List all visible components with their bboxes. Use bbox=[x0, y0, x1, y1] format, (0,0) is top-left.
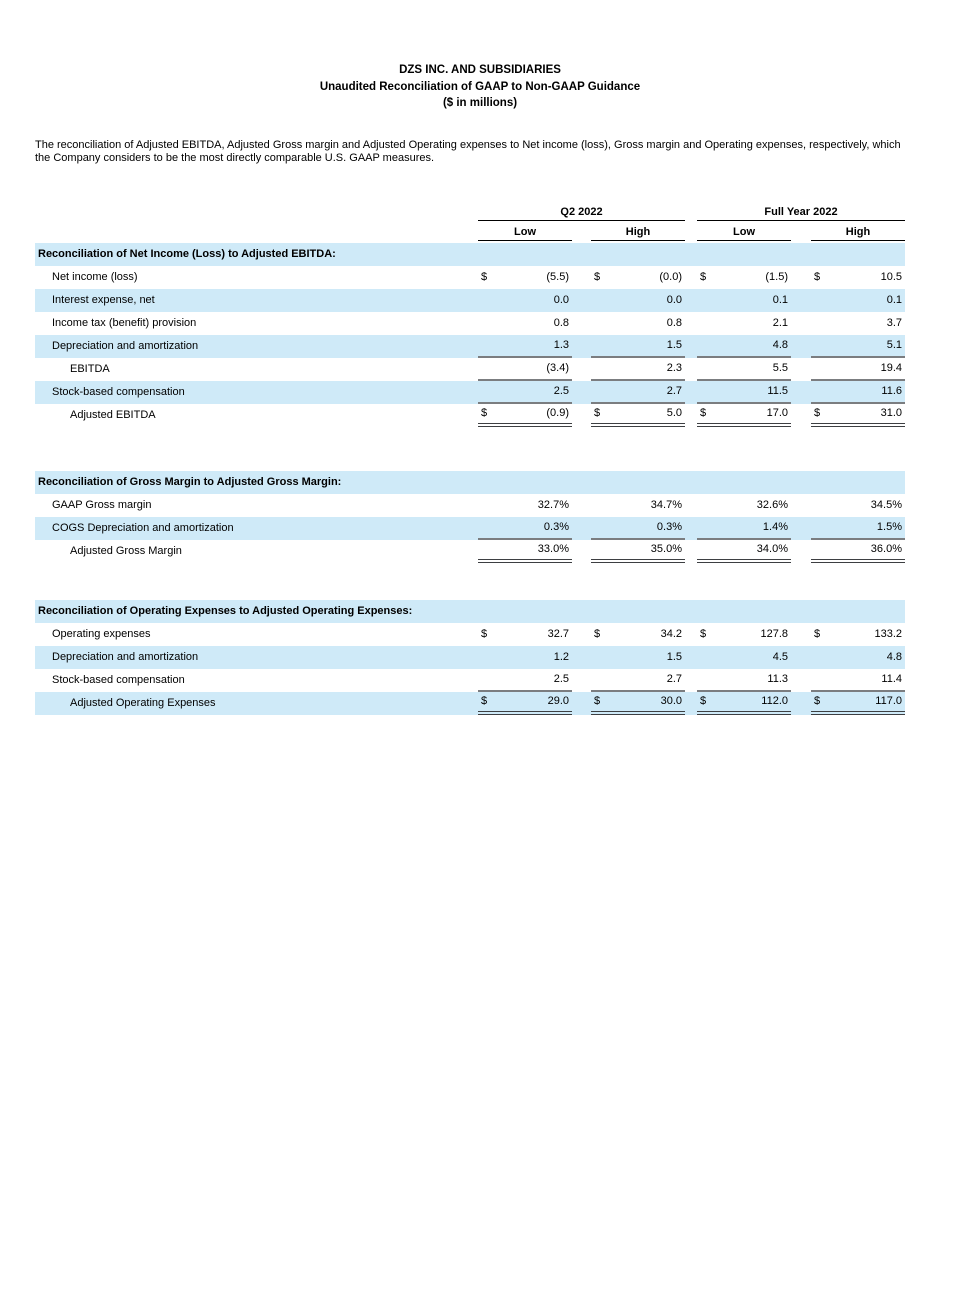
row-label: Income tax (benefit) provision bbox=[52, 317, 197, 329]
column-group-q2-2022: Q2 2022 bbox=[478, 206, 685, 221]
cell-value: 0.8 bbox=[553, 317, 569, 329]
cell-value: 30.0 bbox=[660, 695, 682, 707]
row-label: Net income (loss) bbox=[52, 271, 138, 283]
cell bbox=[811, 312, 905, 335]
cell bbox=[478, 540, 572, 563]
cell-value: 0.0 bbox=[666, 294, 682, 306]
row-label: Stock-based compensation bbox=[52, 674, 185, 686]
section-title: Reconciliation of Gross Margin to Adjusted Gross Margin: bbox=[38, 475, 342, 488]
cell bbox=[697, 494, 791, 517]
cell-value: 4.8 bbox=[886, 651, 902, 663]
units-note: ($ in millions) bbox=[442, 97, 518, 109]
cell bbox=[697, 517, 791, 540]
cell bbox=[591, 540, 685, 563]
cell-value: 3.7 bbox=[886, 317, 902, 329]
cell bbox=[478, 669, 572, 692]
cell-value: 127.8 bbox=[760, 628, 788, 640]
cell bbox=[478, 266, 572, 289]
cell-value: 19.4 bbox=[880, 362, 902, 374]
cell bbox=[697, 266, 791, 289]
cell-value: 2.7 bbox=[666, 385, 682, 397]
cell bbox=[591, 358, 685, 381]
cell-value: 2.5 bbox=[553, 673, 569, 685]
cell bbox=[811, 404, 905, 427]
cell bbox=[591, 494, 685, 517]
cell-value: 0.1 bbox=[886, 294, 902, 306]
cell bbox=[697, 358, 791, 381]
currency-symbol: $ bbox=[594, 695, 601, 707]
cell bbox=[591, 517, 685, 540]
cell bbox=[811, 623, 905, 646]
cell-value: 34.7% bbox=[650, 499, 682, 511]
cell bbox=[697, 540, 791, 563]
cell-value: (3.4) bbox=[546, 362, 569, 374]
cell bbox=[697, 404, 791, 427]
column-q2-high: High bbox=[591, 222, 685, 241]
cell bbox=[478, 335, 572, 358]
cell bbox=[591, 669, 685, 692]
cell bbox=[811, 540, 905, 563]
section-title: Reconciliation of Operating Expenses to Adjusted Operating Expenses: bbox=[38, 604, 413, 617]
cell-value: 34.5% bbox=[870, 499, 902, 511]
cell-value: (1.5) bbox=[765, 271, 788, 283]
currency-symbol: $ bbox=[481, 695, 488, 707]
cell-value: 5.5 bbox=[772, 362, 788, 374]
cell bbox=[478, 494, 572, 517]
cell-value: (5.5) bbox=[546, 271, 569, 283]
cell bbox=[478, 312, 572, 335]
cell-value: 1.4% bbox=[762, 521, 788, 533]
cell bbox=[591, 623, 685, 646]
currency-symbol: $ bbox=[594, 407, 601, 419]
row-label: Adjusted EBITDA bbox=[70, 409, 156, 421]
cell bbox=[811, 494, 905, 517]
column-fy-low: Low bbox=[697, 222, 791, 241]
cell-value: 117.0 bbox=[875, 695, 902, 707]
column-group-full-year-2022: Full Year 2022 bbox=[697, 206, 905, 221]
row-label: Adjusted Gross Margin bbox=[70, 545, 182, 557]
cell-value: 4.8 bbox=[772, 339, 788, 351]
section-header bbox=[35, 243, 905, 266]
row-label: Depreciation and amortization bbox=[52, 340, 199, 352]
table-row-subtotal bbox=[35, 358, 905, 381]
reconciliation-tables bbox=[35, 206, 905, 715]
cell-value: 11.4 bbox=[881, 673, 902, 685]
cell bbox=[697, 623, 791, 646]
table-row bbox=[35, 289, 905, 312]
cell-value: 34.0% bbox=[756, 543, 788, 555]
cell-value: 35.0% bbox=[650, 543, 682, 555]
row-label: Interest expense, net bbox=[52, 294, 155, 306]
cell bbox=[697, 289, 791, 312]
currency-symbol: $ bbox=[594, 628, 601, 640]
cell bbox=[591, 335, 685, 358]
cell-value: 2.3 bbox=[666, 362, 682, 374]
cell bbox=[591, 692, 685, 715]
cell bbox=[478, 517, 572, 540]
currency-symbol: $ bbox=[481, 271, 488, 283]
currency-symbol: $ bbox=[481, 628, 488, 640]
cell bbox=[697, 646, 791, 669]
table-spacer bbox=[35, 563, 905, 600]
cell-value: 5.0 bbox=[666, 407, 682, 419]
table-row bbox=[35, 517, 905, 540]
cell bbox=[811, 289, 905, 312]
company-name: DZS INC. AND SUBSIDIARIES bbox=[399, 64, 561, 76]
row-label: Adjusted Operating Expenses bbox=[70, 697, 216, 709]
cell bbox=[478, 646, 572, 669]
cell-value: 32.6% bbox=[756, 499, 788, 511]
row-label: EBITDA bbox=[70, 363, 110, 375]
table-header bbox=[35, 206, 905, 241]
cell-value: 1.2 bbox=[553, 651, 569, 663]
cell-value: 2.1 bbox=[772, 317, 788, 329]
row-label: Depreciation and amortization bbox=[52, 651, 199, 663]
table-row-total bbox=[35, 692, 905, 715]
cell bbox=[697, 669, 791, 692]
cell bbox=[478, 289, 572, 312]
cell bbox=[811, 646, 905, 669]
cell-value: 1.5 bbox=[666, 651, 682, 663]
cell bbox=[591, 289, 685, 312]
cell bbox=[478, 623, 572, 646]
currency-symbol: $ bbox=[814, 271, 821, 283]
period-header-row bbox=[35, 206, 905, 221]
table-row bbox=[35, 669, 905, 692]
cell bbox=[478, 381, 572, 404]
cell-value: 10.5 bbox=[880, 271, 902, 283]
cell bbox=[811, 335, 905, 358]
cell bbox=[478, 404, 572, 427]
cell bbox=[697, 335, 791, 358]
currency-symbol: $ bbox=[700, 271, 707, 283]
table-row bbox=[35, 646, 905, 669]
cell bbox=[811, 517, 905, 540]
cell bbox=[811, 669, 905, 692]
column-q2-low: Low bbox=[478, 222, 572, 241]
cell-value: 0.3% bbox=[543, 521, 569, 533]
cell-value: 5.1 bbox=[886, 339, 902, 351]
cell-value: 34.2 bbox=[660, 628, 682, 640]
currency-symbol: $ bbox=[700, 628, 707, 640]
cell bbox=[811, 692, 905, 715]
cell-value: 2.5 bbox=[553, 385, 569, 397]
section-title: Reconciliation of Net Income (Loss) to Adjusted EBITDA: bbox=[38, 247, 336, 260]
cell-value: 133.2 bbox=[874, 628, 902, 640]
cell-value: 33.0% bbox=[537, 543, 569, 555]
cell-value: 4.5 bbox=[772, 651, 788, 663]
table-row bbox=[35, 494, 905, 517]
cell bbox=[697, 381, 791, 404]
cell-value: 11.6 bbox=[881, 385, 902, 397]
currency-symbol: $ bbox=[814, 407, 821, 419]
cell-value: 2.7 bbox=[666, 673, 682, 685]
cell bbox=[478, 358, 572, 381]
cell bbox=[811, 381, 905, 404]
cell-value: 112.0 bbox=[761, 695, 788, 707]
table-row bbox=[35, 335, 905, 358]
section-header bbox=[35, 471, 905, 494]
cell-value: 0.1 bbox=[772, 294, 788, 306]
table-row bbox=[35, 312, 905, 335]
cell-value: 0.3% bbox=[656, 521, 682, 533]
cell bbox=[811, 266, 905, 289]
low-high-header-row bbox=[35, 222, 905, 241]
document-title bbox=[0, 62, 960, 112]
section-header bbox=[35, 600, 905, 623]
cell-value: (0.9) bbox=[546, 407, 569, 419]
intro-paragraph: The reconciliation of Adjusted EBITDA, Adjusted Gross margin and Adjusted Operating expenses to Net income (loss), Gross margin and Operating expenses, respectively, which the Company considers to be the most directly comparable U.S. GAAP measures. bbox=[35, 138, 901, 164]
cell bbox=[591, 646, 685, 669]
currency-symbol: $ bbox=[700, 695, 707, 707]
table-row-total bbox=[35, 540, 905, 563]
table-row bbox=[35, 266, 905, 289]
currency-symbol: $ bbox=[814, 695, 821, 707]
cell bbox=[697, 692, 791, 715]
table-row bbox=[35, 381, 905, 404]
currency-symbol: $ bbox=[814, 628, 821, 640]
currency-symbol: $ bbox=[700, 407, 707, 419]
cell bbox=[591, 381, 685, 404]
cell-value: (0.0) bbox=[659, 271, 682, 283]
cell-value: 11.3 bbox=[767, 673, 788, 685]
cell bbox=[591, 404, 685, 427]
cell bbox=[591, 312, 685, 335]
table-gross-margin-reconciliation bbox=[35, 471, 905, 563]
cell bbox=[811, 358, 905, 381]
table-row-total bbox=[35, 404, 905, 427]
row-label: Stock-based compensation bbox=[52, 386, 185, 398]
table-ebitda-reconciliation bbox=[35, 243, 905, 427]
cell-value: 11.5 bbox=[767, 385, 788, 397]
row-label: Operating expenses bbox=[52, 628, 151, 640]
row-label: GAAP Gross margin bbox=[52, 499, 152, 511]
cell-value: 36.0% bbox=[870, 543, 902, 555]
cell-value: 17.0 bbox=[766, 407, 788, 419]
cell-value: 1.5% bbox=[876, 521, 902, 533]
currency-symbol: $ bbox=[481, 407, 488, 419]
cell bbox=[591, 266, 685, 289]
cell-value: 31.0 bbox=[880, 407, 902, 419]
cell-value: 1.5 bbox=[666, 339, 682, 351]
cell-value: 32.7% bbox=[537, 499, 569, 511]
document-subtitle: Unaudited Reconciliation of GAAP to Non-GAAP Guidance bbox=[319, 80, 641, 93]
currency-symbol: $ bbox=[594, 271, 601, 283]
cell-value: 1.3 bbox=[553, 339, 569, 351]
cell bbox=[478, 692, 572, 715]
table-operating-expenses-reconciliation bbox=[35, 600, 905, 715]
column-fy-high: High bbox=[811, 222, 905, 241]
table-row bbox=[35, 623, 905, 646]
cell-value: 32.7 bbox=[547, 628, 569, 640]
cell-value: 0.8 bbox=[666, 317, 682, 329]
row-label: COGS Depreciation and amortization bbox=[52, 522, 234, 534]
cell bbox=[697, 312, 791, 335]
cell-value: 29.0 bbox=[547, 695, 569, 707]
cell-value: 0.0 bbox=[553, 294, 569, 306]
table-spacer bbox=[35, 427, 905, 471]
